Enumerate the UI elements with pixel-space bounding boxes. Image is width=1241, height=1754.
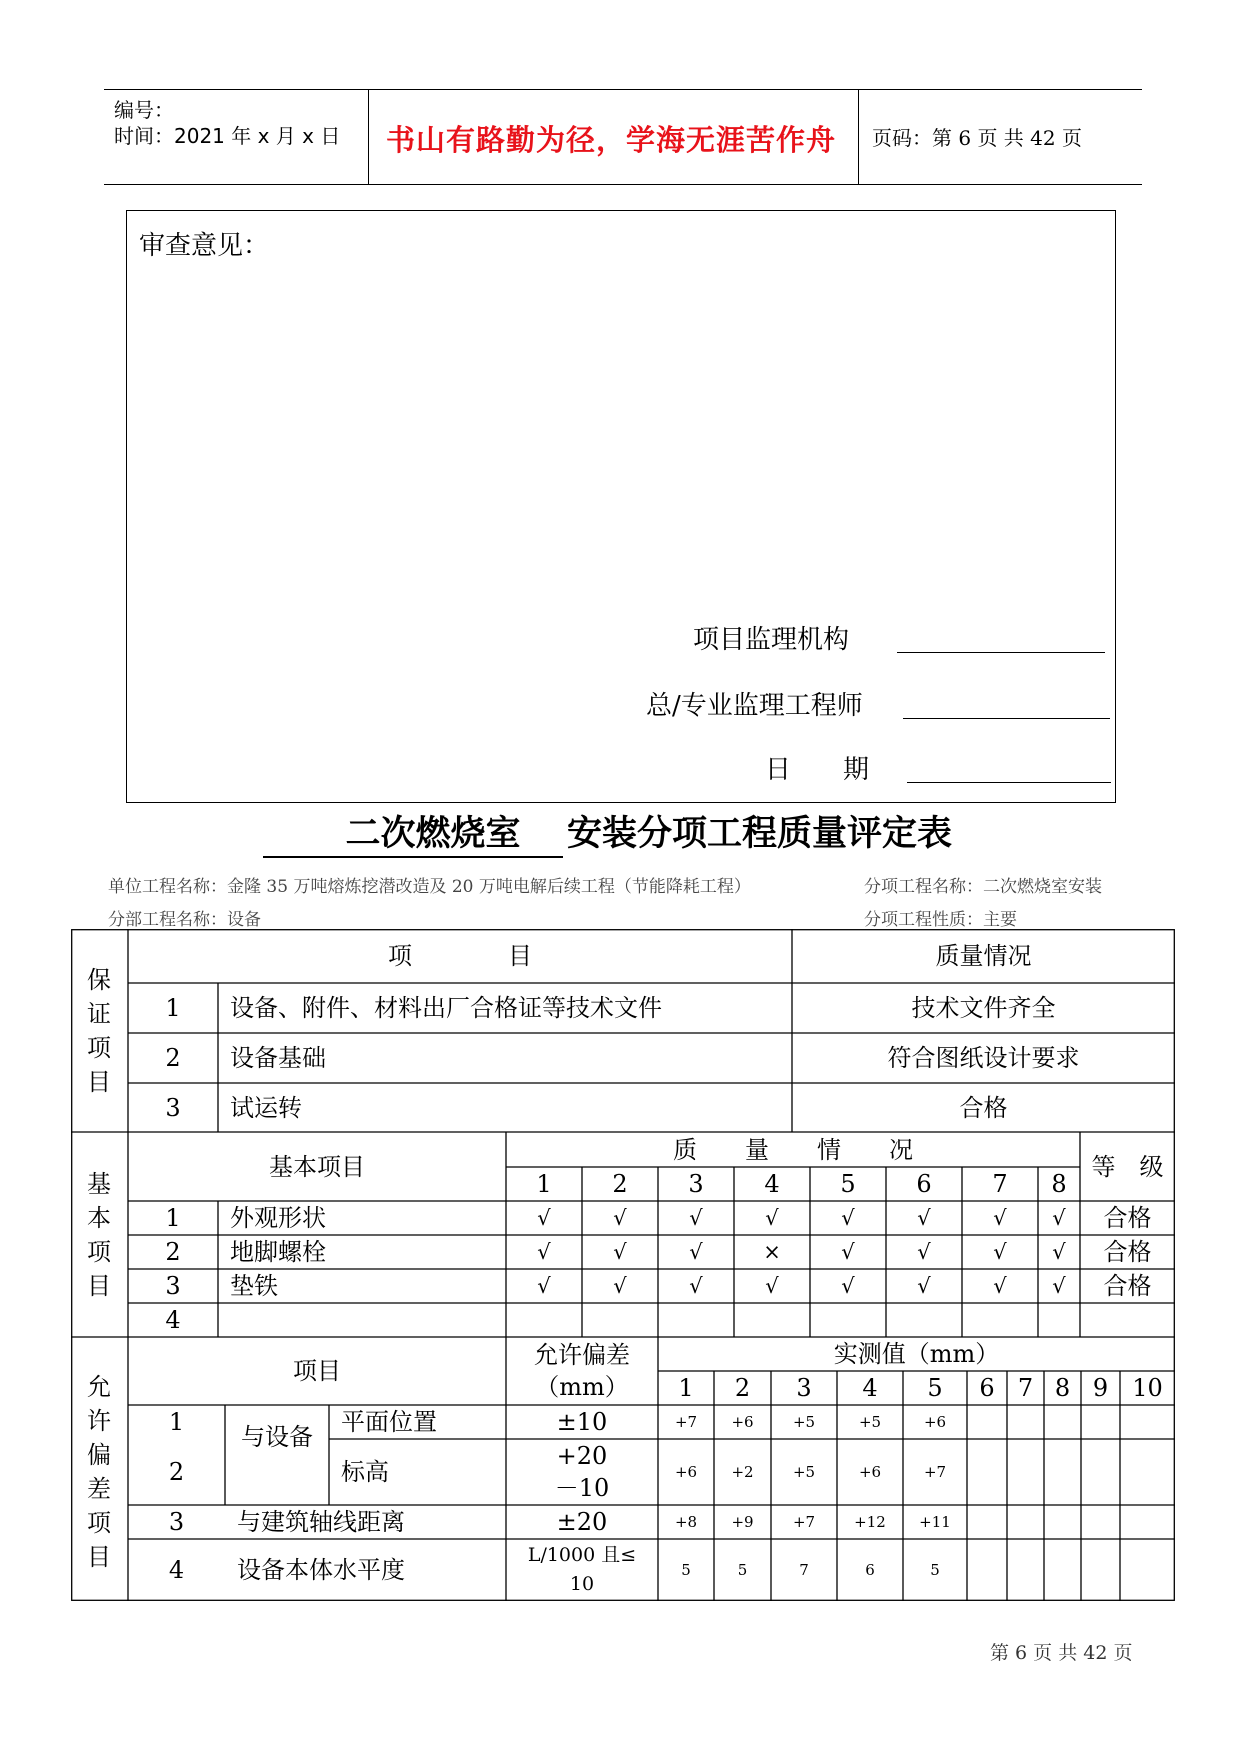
quality-evaluation-table xyxy=(71,929,1175,1601)
guarantee-row-no: 2 xyxy=(165,1044,181,1072)
deviation-measured-value xyxy=(1007,1505,1044,1539)
basic-row-mark: √ xyxy=(993,1205,1007,1230)
basic-point-header: 5 xyxy=(840,1170,856,1198)
deviation-row-no: 3 xyxy=(168,1508,185,1536)
basic-row-mark xyxy=(734,1303,810,1337)
basic-row-mark: √ xyxy=(765,1205,779,1230)
deviation-measured-value xyxy=(1081,1439,1120,1505)
basic-row-mark xyxy=(886,1303,962,1337)
sub-project-name: 分项工程名称：二次燃烧室安装 xyxy=(864,877,1102,897)
supervision-engineer-label: 总/专业监理工程师 xyxy=(646,691,863,721)
basic-row-mark: √ xyxy=(993,1239,1007,1264)
guarantee-row-item: 试运转 xyxy=(230,1093,302,1122)
deviation-row-no: 4 xyxy=(168,1556,185,1584)
deviation-measured-value xyxy=(967,1539,1007,1601)
deviation-measured-value xyxy=(1120,1539,1175,1601)
basic-row-mark: √ xyxy=(841,1205,855,1230)
basic-row-mark: √ xyxy=(689,1239,703,1264)
guarantee-row-no: 3 xyxy=(165,1093,181,1122)
deviation-point-header: 2 xyxy=(734,1374,751,1402)
basic-row-mark: √ xyxy=(613,1273,627,1298)
deviation-row-allow-lower: －10 xyxy=(554,1474,610,1502)
deviation-allow-unit: （mm） xyxy=(535,1373,629,1401)
deviation-measured-value: +6 xyxy=(923,1412,947,1431)
deviation-measured-value xyxy=(1044,1539,1081,1601)
supervision-engineer-line xyxy=(903,718,1110,719)
page-footer-number: 第 6 页 共 42 页 xyxy=(990,1642,1133,1664)
basic-row-no: 3 xyxy=(165,1272,181,1300)
review-date-label: 日 期 xyxy=(765,755,870,785)
basic-point-header: 8 xyxy=(1051,1170,1067,1198)
deviation-point-header: 5 xyxy=(927,1374,943,1402)
deviation-measured-value xyxy=(1120,1439,1175,1505)
basic-row-no: 1 xyxy=(165,1204,181,1232)
basic-row-mark: √ xyxy=(765,1273,779,1298)
deviation-measured-value: +7 xyxy=(674,1412,698,1431)
deviation-measured-value xyxy=(1081,1539,1120,1601)
basic-row-mark: √ xyxy=(689,1273,703,1298)
deviation-measured-value xyxy=(1007,1405,1044,1439)
basic-row-no: 2 xyxy=(165,1238,181,1266)
deviation-measured-value: +6 xyxy=(674,1462,698,1481)
deviation-measured-value: +12 xyxy=(854,1512,886,1531)
deviation-row-no: 1 xyxy=(168,1408,185,1436)
deviation-measured-value xyxy=(1044,1505,1081,1539)
basic-row-mark: √ xyxy=(917,1239,931,1264)
basic-row-mark: √ xyxy=(1052,1239,1066,1264)
deviation-allow-header: 允许偏差 xyxy=(534,1341,630,1369)
basic-row-item xyxy=(218,1303,506,1337)
basic-row-mark: √ xyxy=(917,1273,931,1298)
form-title-text: 安装分项工程质量评定表 xyxy=(567,813,953,854)
basic-row-mark xyxy=(506,1303,582,1337)
deviation-point-header: 7 xyxy=(1017,1374,1034,1402)
deviation-point-header: 4 xyxy=(862,1374,878,1402)
deviation-measured-value xyxy=(967,1505,1007,1539)
basic-point-header: 7 xyxy=(992,1170,1008,1198)
basic-row-mark: √ xyxy=(537,1205,551,1230)
deviation-measured-value xyxy=(967,1439,1007,1505)
header-divider xyxy=(368,90,369,184)
basic-row-mark: √ xyxy=(1052,1205,1066,1230)
deviation-measured-value xyxy=(1081,1505,1120,1539)
basic-row-mark xyxy=(658,1303,734,1337)
basic-row-mark: √ xyxy=(689,1205,703,1230)
guarantee-item-header: 项 目 xyxy=(388,942,532,970)
basic-row-item: 外观形状 xyxy=(230,1204,326,1232)
deviation-measured-value: +5 xyxy=(792,1412,816,1431)
guarantee-row-item: 设备、附件、材料出厂合格证等技术文件 xyxy=(230,994,662,1022)
basic-row-mark xyxy=(1038,1303,1080,1337)
deviation-row-allow-upper: L/1000 且≤ xyxy=(527,1544,637,1567)
basic-row-mark: √ xyxy=(841,1273,855,1298)
header-divider xyxy=(858,90,859,184)
basic-row-mark: √ xyxy=(613,1239,627,1264)
deviation-measured-value: +5 xyxy=(858,1412,882,1431)
form-title-subject: 二次燃烧室 xyxy=(263,806,563,858)
deviation-measured-value: 6 xyxy=(865,1560,875,1579)
deviation-row-allow-lower: 10 xyxy=(569,1573,595,1596)
deviation-row-allow-upper: +20 xyxy=(556,1442,608,1470)
deviation-group-label: 与设备 xyxy=(241,1423,313,1451)
deviation-point-header: 3 xyxy=(796,1374,812,1402)
deviation-row-subitem: 平面位置 xyxy=(341,1408,437,1436)
guarantee-row-no: 1 xyxy=(165,994,181,1022)
supervision-org-label: 项目监理机构 xyxy=(693,625,850,655)
deviation-measured-value xyxy=(1044,1439,1081,1505)
form-title xyxy=(263,806,952,858)
basic-point-header: 4 xyxy=(764,1170,780,1198)
deviation-measured-value xyxy=(1007,1439,1044,1505)
deviation-measured-header: 实测值（mm） xyxy=(833,1340,1000,1368)
basic-section-label: 基本项目 xyxy=(87,1170,111,1300)
deviation-measured-value xyxy=(1007,1539,1044,1601)
guarantee-row-quality: 合格 xyxy=(959,1093,1008,1122)
deviation-measured-value: +5 xyxy=(792,1462,816,1481)
basic-point-header: 3 xyxy=(688,1170,704,1198)
review-date-line xyxy=(907,782,1111,783)
guarantee-row-quality: 技术文件齐全 xyxy=(911,994,1056,1022)
basic-row-item: 地脚螺栓 xyxy=(230,1238,326,1266)
deviation-point-header: 8 xyxy=(1054,1374,1071,1402)
deviation-section-label: 允许偏差项目 xyxy=(87,1373,111,1571)
basic-point-header: 6 xyxy=(916,1170,932,1198)
deviation-measured-value: 5 xyxy=(681,1560,691,1579)
deviation-measured-value: +11 xyxy=(919,1512,951,1531)
guarantee-quality-header: 质量情况 xyxy=(935,942,1032,970)
deviation-row-allow: ±10 xyxy=(556,1408,608,1436)
deviation-measured-value: +6 xyxy=(731,1412,754,1431)
basic-row-mark: √ xyxy=(1052,1273,1066,1298)
deviation-measured-value xyxy=(1081,1405,1120,1439)
basic-row-mark: √ xyxy=(993,1273,1007,1298)
header-motto: 书山有路勤为径，学海无涯苦作舟 xyxy=(386,123,837,157)
basic-row-mark xyxy=(962,1303,1038,1337)
deviation-measured-value xyxy=(967,1405,1007,1439)
deviation-measured-value: 7 xyxy=(799,1560,809,1579)
guarantee-row-quality: 符合图纸设计要求 xyxy=(887,1044,1080,1072)
review-title: 审查意见： xyxy=(139,231,270,261)
deviation-item-header: 项目 xyxy=(293,1357,341,1385)
deviation-row-item: 与建筑轴线距离 xyxy=(237,1508,405,1536)
basic-row-grade: 合格 xyxy=(1103,1204,1152,1232)
basic-row-mark: √ xyxy=(841,1239,855,1264)
basic-point-header: 1 xyxy=(536,1170,552,1198)
basic-row-mark: √ xyxy=(613,1205,627,1230)
deviation-point-header: 6 xyxy=(979,1374,995,1402)
doc-time-label: 时间：2021 年 x 月 x 日 xyxy=(114,124,341,148)
guarantee-section-label: 保证项目 xyxy=(87,965,111,1096)
division-project-name: 分部工程名称：设备 xyxy=(108,910,261,930)
deviation-row-allow: ±20 xyxy=(556,1508,608,1536)
basic-quality-header: 质 量 情 况 xyxy=(673,1135,913,1164)
deviation-point-header: 1 xyxy=(678,1374,694,1402)
basic-row-grade: 合格 xyxy=(1103,1272,1152,1300)
basic-row-mark: √ xyxy=(917,1205,931,1230)
deviation-row-item: 设备本体水平度 xyxy=(237,1556,405,1584)
basic-row-no: 4 xyxy=(165,1306,181,1334)
review-opinion-box xyxy=(126,210,1116,803)
deviation-measured-value: +7 xyxy=(923,1462,947,1481)
deviation-measured-value: +7 xyxy=(792,1512,816,1531)
basic-point-header: 2 xyxy=(612,1170,628,1198)
deviation-point-header: 9 xyxy=(1092,1374,1109,1402)
supervision-org-line xyxy=(897,652,1105,653)
basic-row-mark xyxy=(810,1303,886,1337)
deviation-measured-value xyxy=(1120,1505,1175,1539)
basic-row-mark: × xyxy=(763,1239,781,1264)
basic-row-mark xyxy=(582,1303,658,1337)
deviation-measured-value: 5 xyxy=(930,1560,940,1579)
page-header xyxy=(104,89,1142,185)
basic-row-grade xyxy=(1080,1303,1175,1337)
deviation-measured-value: +2 xyxy=(731,1462,754,1481)
deviation-measured-value: +9 xyxy=(731,1512,754,1531)
deviation-row-no: 2 xyxy=(168,1458,185,1486)
deviation-measured-value: +8 xyxy=(674,1512,698,1531)
deviation-row-subitem: 标高 xyxy=(341,1458,389,1486)
basic-row-grade: 合格 xyxy=(1103,1238,1152,1266)
basic-row-mark: √ xyxy=(537,1239,551,1264)
unit-project-name: 单位工程名称：金隆 35 万吨熔炼挖潜改造及 20 万吨电解后续工程（节能降耗工程） xyxy=(108,877,751,897)
sub-project-nature: 分项工程性质：主要 xyxy=(864,910,1017,930)
deviation-measured-value xyxy=(1120,1405,1175,1439)
header-page-number: 页码：第 6 页 共 42 页 xyxy=(872,126,1082,150)
deviation-point-header: 10 xyxy=(1132,1374,1163,1402)
basic-row-item: 垫铁 xyxy=(230,1272,278,1300)
basic-row-mark: √ xyxy=(537,1273,551,1298)
basic-item-header: 基本项目 xyxy=(269,1152,365,1181)
deviation-measured-value: 5 xyxy=(737,1560,748,1579)
deviation-measured-value: +6 xyxy=(858,1462,882,1481)
guarantee-row-item: 设备基础 xyxy=(230,1044,326,1072)
basic-grade-header: 等 级 xyxy=(1091,1152,1164,1181)
doc-code-label: 编号： xyxy=(114,98,174,122)
deviation-measured-value xyxy=(1044,1405,1081,1439)
